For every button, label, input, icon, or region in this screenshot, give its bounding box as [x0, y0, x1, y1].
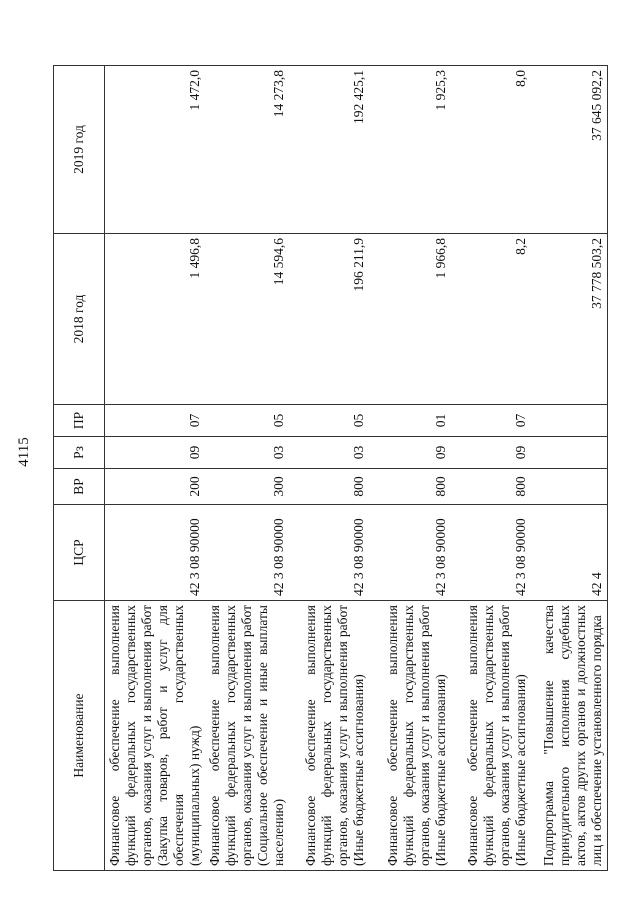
row-2018: 14 594,6: [205, 234, 289, 405]
row-name: Финансовое обеспечение выполнения функций федеральных государственных органов, оказания услуг и выполнения работ (Иные бюджетные ассигнования): [369, 601, 451, 871]
header-pr: ПР: [54, 405, 105, 437]
row-csr: 42 3 08 90000: [289, 505, 369, 601]
header-2019: 2019 год: [54, 66, 105, 234]
row-csr: 42 3 08 90000: [369, 505, 451, 601]
header-csr: ЦСР: [54, 505, 105, 601]
page-number: 4115: [16, 437, 32, 467]
row-2018: 1 496,8: [105, 234, 206, 405]
row-rz: 03: [289, 437, 369, 469]
row-2019: 1 925,3: [369, 66, 451, 234]
row-name: Подпрограмма "Повышение качества принудительного исполнения судебных актов, актов других органов и должностных лиц и обеспечение установленного порядка: [531, 601, 608, 871]
row-csr: 42 3 08 90000: [451, 505, 531, 601]
row-name: Финансовое обеспечение выполнения функций федеральных государственных органов, оказания услуг и выполнения работ (Закупка товаров, работ и услуг для обеспечения государственных (муниципальных) нужд): [105, 601, 206, 871]
table-row: [289, 66, 369, 871]
row-pr: 07: [105, 405, 206, 437]
table-row: [451, 66, 531, 871]
row-pr: [531, 405, 608, 437]
row-csr: 42 3 08 90000: [105, 505, 206, 601]
row-rz: 09: [369, 437, 451, 469]
row-rz: 09: [105, 437, 206, 469]
table-row: [531, 66, 608, 871]
row-pr: 07: [451, 405, 531, 437]
table-header-row: [54, 66, 105, 871]
row-vr: 800: [289, 469, 369, 505]
row-name: Финансовое обеспечение выполнения функций федеральных государственных органов, оказания услуг и выполнения работ (Социальное обеспечение и иные выплаты населению): [205, 601, 289, 871]
row-name: Финансовое обеспечение выполнения функций федеральных государственных органов, оказания услуг и выполнения работ (Иные бюджетные ассигнования): [451, 601, 531, 871]
row-pr: 05: [289, 405, 369, 437]
row-name: Финансовое обеспечение выполнения функций федеральных государственных органов, оказания услуг и выполнения работ (Иные бюджетные ассигнования): [289, 601, 369, 871]
header-name: Наименование: [54, 601, 105, 871]
row-2018: 8,2: [451, 234, 531, 405]
row-2019: 37 645 092,2: [531, 66, 608, 234]
row-2019: 8,0: [451, 66, 531, 234]
table-row: [105, 66, 206, 871]
row-2018: 196 211,9: [289, 234, 369, 405]
row-pr: 05: [205, 405, 289, 437]
row-2018: 1 966,8: [369, 234, 451, 405]
row-csr: 42 3 08 90000: [205, 505, 289, 601]
row-vr: 800: [369, 469, 451, 505]
row-pr: 01: [369, 405, 451, 437]
row-2019: 192 425,1: [289, 66, 369, 234]
rotated-table-container: [53, 66, 608, 871]
row-vr: [531, 469, 608, 505]
row-rz: 03: [205, 437, 289, 469]
row-rz: [531, 437, 608, 469]
row-2018: 37 778 503,2: [531, 234, 608, 405]
header-2018: 2018 год: [54, 234, 105, 405]
header-rz: Рз: [54, 437, 105, 469]
table-row: [205, 66, 289, 871]
budget-table: [53, 65, 608, 871]
row-2019: 14 273,8: [205, 66, 289, 234]
row-csr: 42 4: [531, 505, 608, 601]
row-vr: 300: [205, 469, 289, 505]
row-vr: 800: [451, 469, 531, 505]
row-vr: 200: [105, 469, 206, 505]
table-row: [369, 66, 451, 871]
row-rz: 09: [451, 437, 531, 469]
header-vr: ВР: [54, 469, 105, 505]
row-2019: 1 472,0: [105, 66, 206, 234]
